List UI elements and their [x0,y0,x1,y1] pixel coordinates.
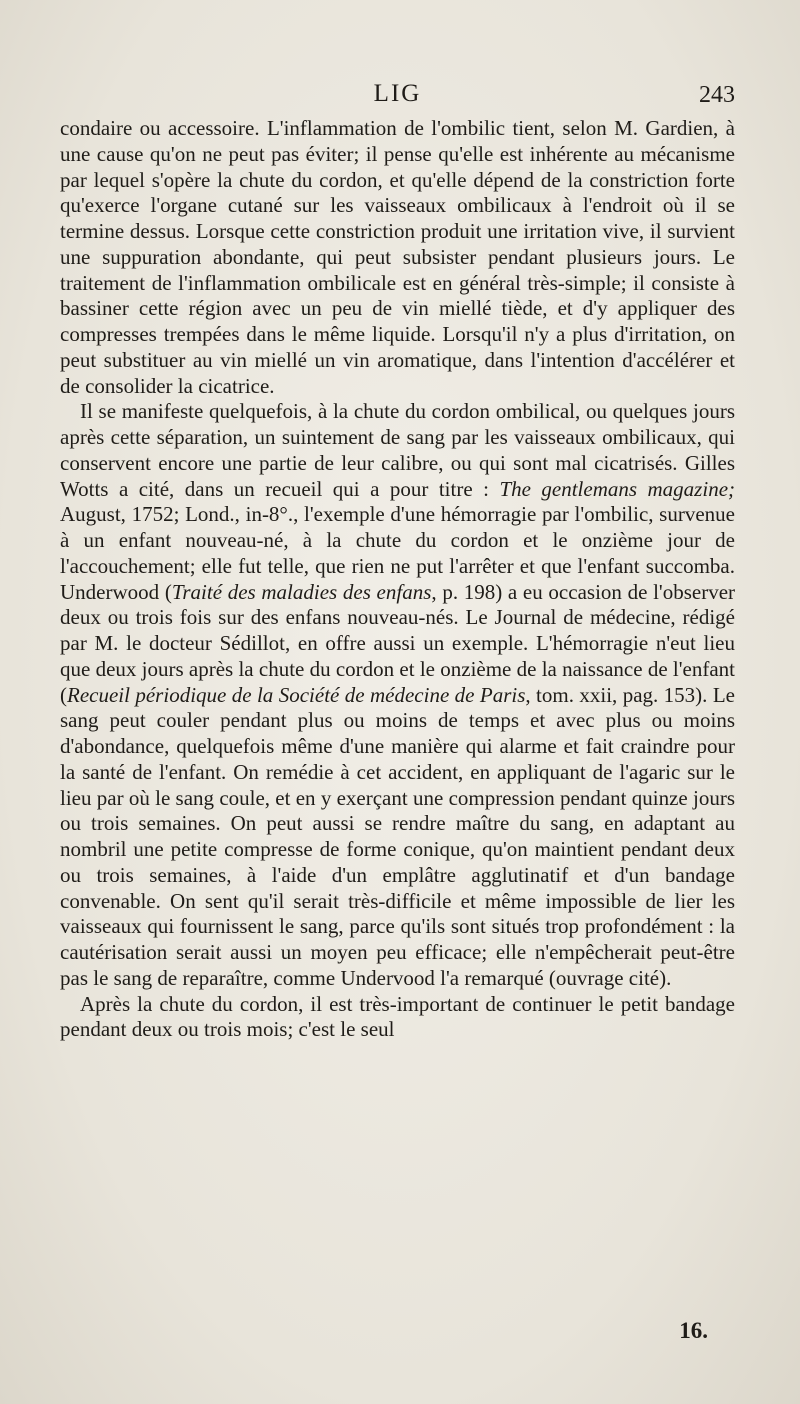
paragraph-2-text-a: Il se manifeste quelquefois, à la chute du cordon ombilical, ou quelques jours après cette séparation, un suintement de sang par les vaisseaux ombilicaux, qui conservent encore une partie de leur calibre, ou qui sont mal cicatrisés. Gilles Wotts a cité, dans un recueil qui a pour titre : [60,399,735,501]
paragraph-1 [60,116,735,399]
paragraph-2 [60,399,735,991]
paragraph-2-text-d: , tom. xxii, pag. 153). Le sang peut couler pendant plus ou moins de temps et avec plus ou moins d'abondance, quelquefois même d'une manière qui alarme et fait craindre pour la santé de l'enfant. On remédie à cet accident, en appliquant de l'agaric sur le lieu par où le sang coule, et en y exerçant une compression pendant quinze jours ou trois semaines. On peut aussi se rendre maître du sang, en adaptant au nombril une petite compresse de forme conique, qu'on maintient pendant deux ou trois semaines, à l'aide d'un emplâtre agglutinatif et d'un bandage convenable. On sent qu'il serait très-difficile et même impossible de lier les vaisseaux qui fournissent le sang, parce qu'ils sont situés trop profondément : la cautérisation serait aussi un moyen peu efficace; elle n'empêcherait peut-être pas le sang de reparaître, comme Undervood l'a remarqué (ouvrage cité). [60,682,735,990]
journal-title-italic: The gentlemans magazine; [499,476,736,501]
paragraph-2-text-c: , p. 198) a eu occasion de l'observer deux ou trois fois sur des enfans nouveau-nés. Le Journal de médecine, rédigé par M. le docteur Sédillot, en offre aussi un exemple. L'hémorragie n'eut lieu que deux jours après la chute du cordon et le onzième de la naissance de l'enfant ( [60,579,736,707]
signature-mark: 16. [679,1318,708,1343]
page-number: 243 [699,82,735,108]
body-text [60,116,735,1043]
page-header [60,80,735,114]
paragraph-1-text: condaire ou accessoire. L'inflammation de l'ombilic tient, selon M. Gardien, à une cause qu'on ne peut pas éviter; il pense qu'elle est inhérente au mécanisme par lequel s'opère la chute du cordon, et qu'elle dépend de la constriction forte qu'exerce l'organe cutané sur les vaisseaux ombilicaux à l'endroit où il se termine dessus. Lorsque cette constriction produit une irritation vive, il survient une suppuration abondante, qui peut subsister pendant plusieurs jours. Le traitement de l'inflammation ombilicale est en général très-simple; il consiste à bassiner cette région avec un peu de vin miellé tiède, et d'y appliquer des compresses trempées dans le même liquide. Lorsqu'il n'y a plus d'irritation, on peut substituer au vin miellé un vin aromatique, dans l'intention d'accélérer et de consolider la cicatrice. [60,116,735,398]
paragraph-2-text-b: August, 1752; Lond., in-8°., l'exemple d'une hémorragie par l'ombilic, survenue à un enfant nouveau-né, à la chute du cordon et le onzième jour de l'accouchement; elle fut telle, que rien ne put l'arrêter et que l'enfant succomba. Underwood ( [60,502,735,604]
paragraph-3-text: Après la chute du cordon, il est très-important de continuer le petit bandage pendant deux ou trois mois; c'est le seul [60,991,735,1042]
paragraph-3 [60,992,735,1044]
recueil-title-italic: Recueil périodique de la Société de médecine de Paris [67,682,526,707]
running-head: LIG [373,80,422,107]
book-title-italic: Traité des maladies des enfans [171,579,432,604]
